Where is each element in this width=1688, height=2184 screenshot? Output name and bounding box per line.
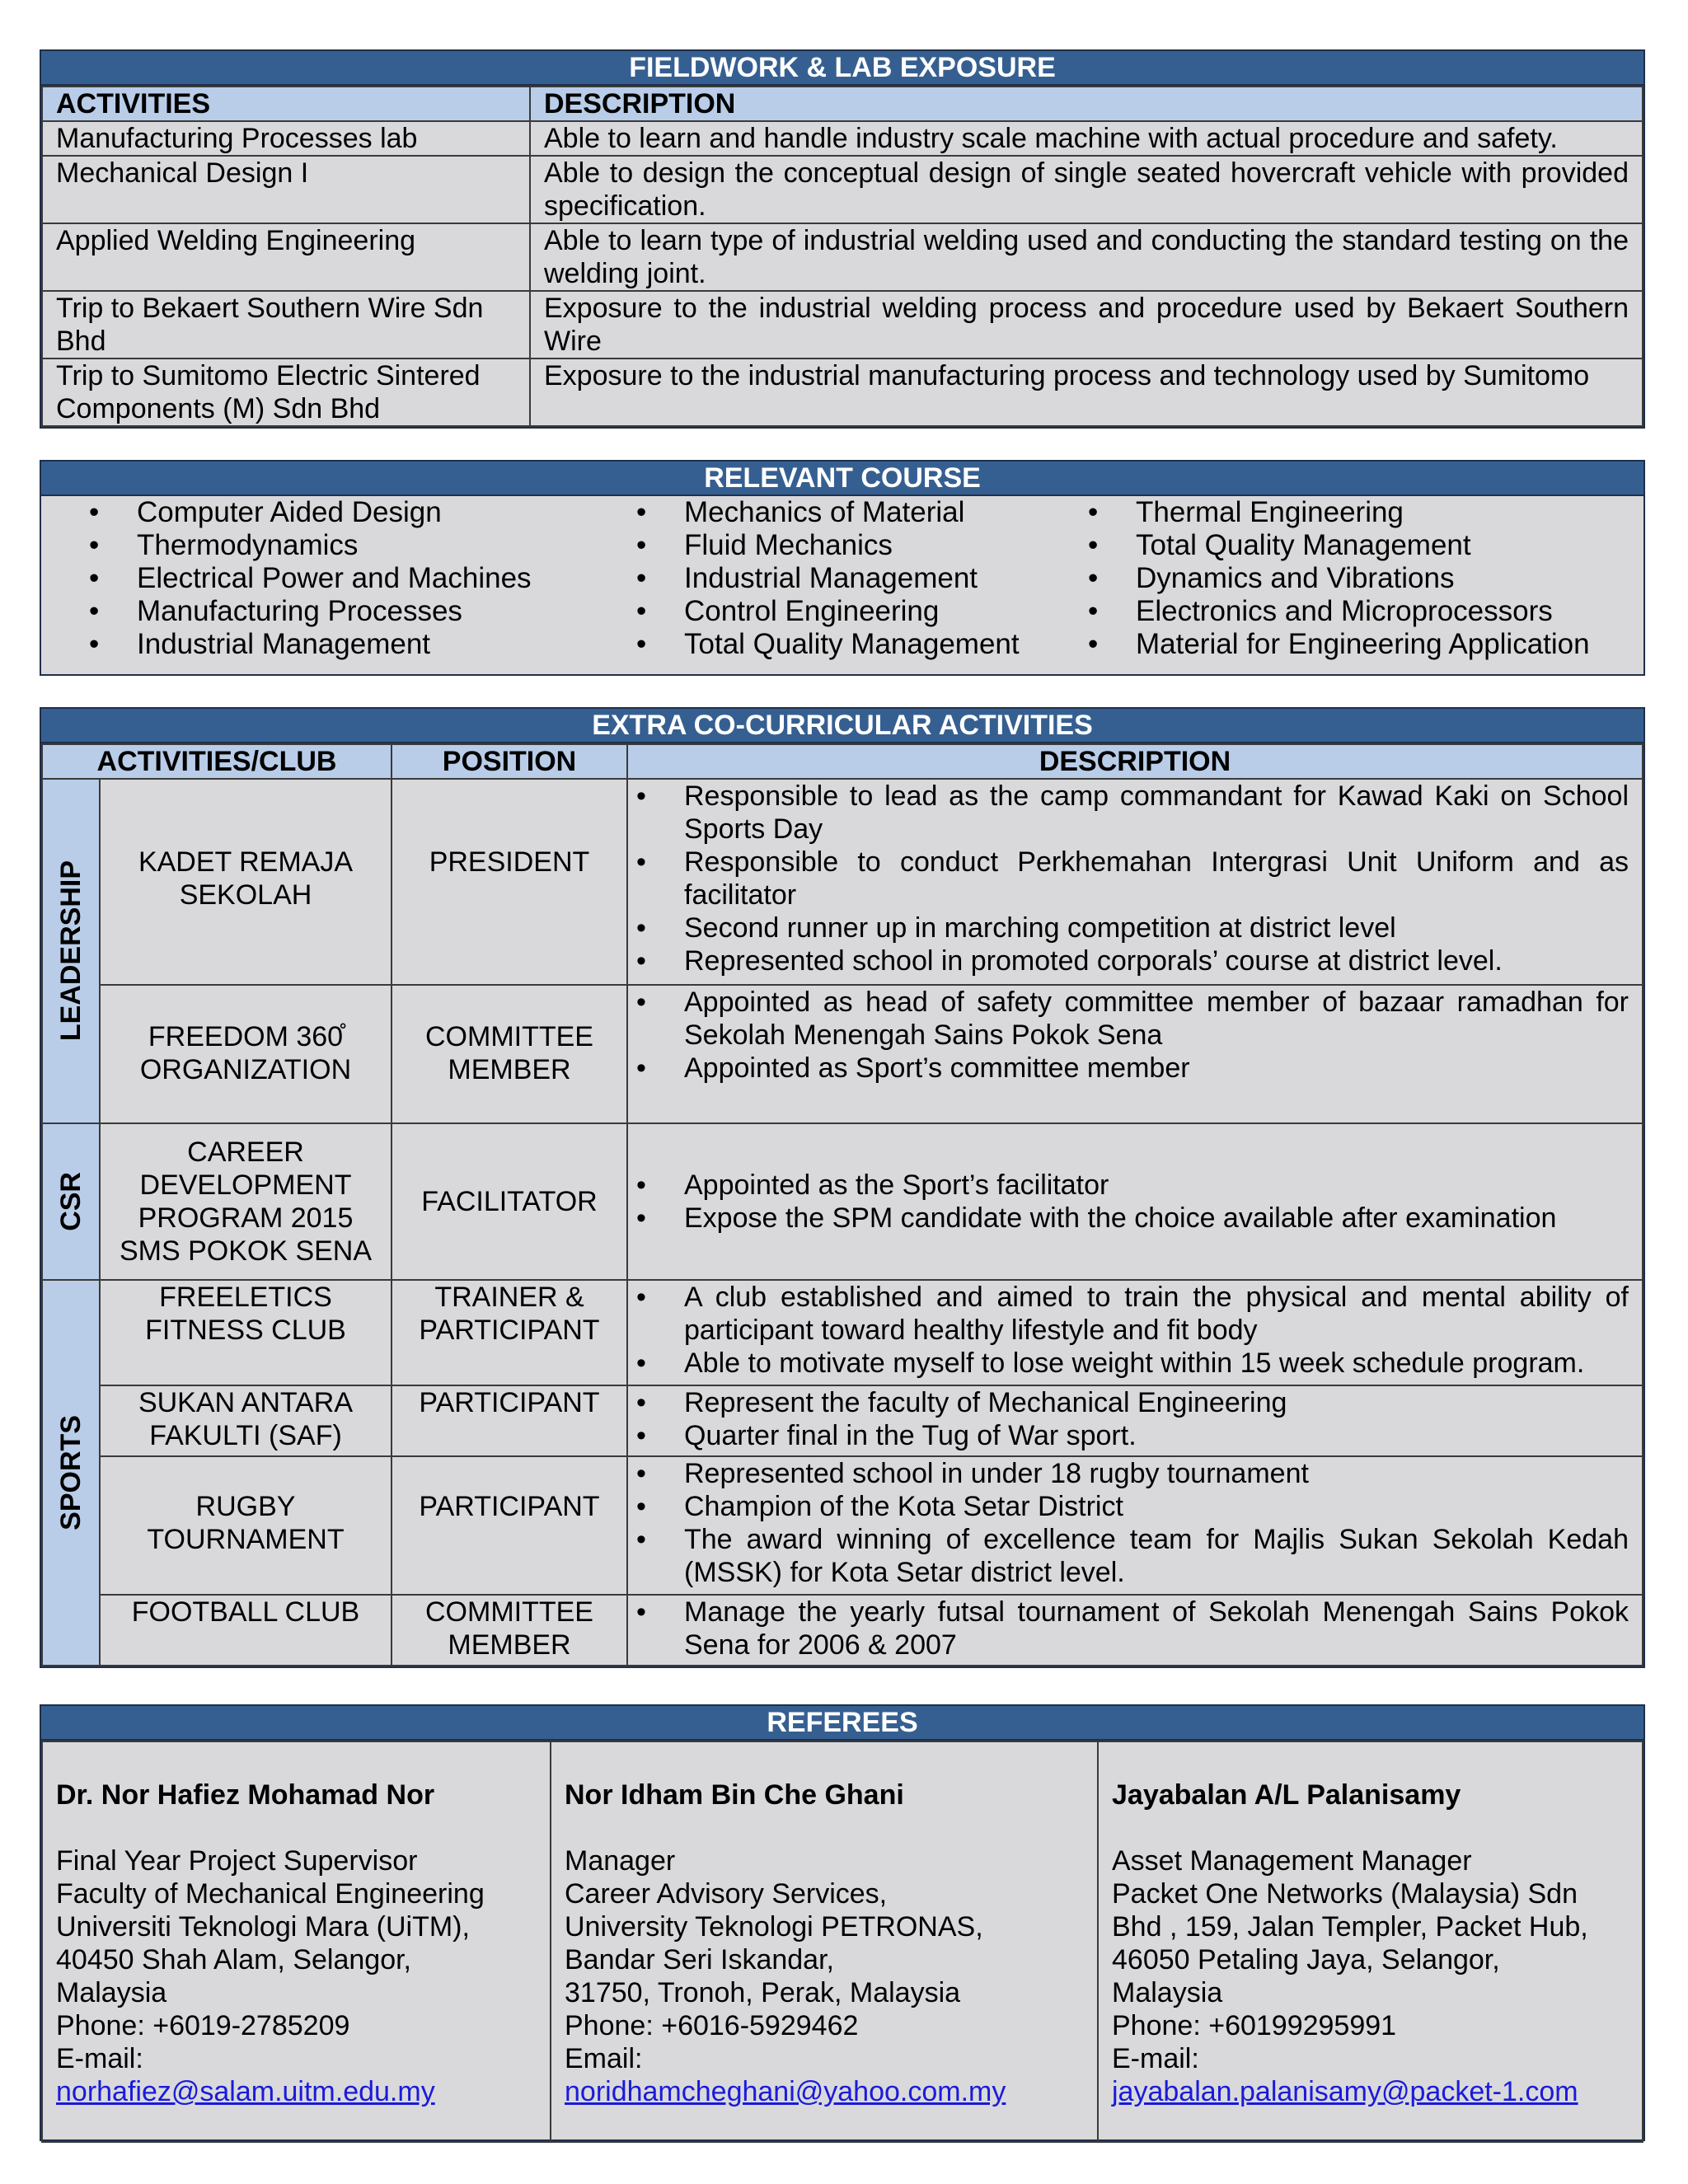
referee-name: Jayabalan A/L Palanisamy [1112, 1779, 1461, 1811]
list-item: • Manage the yearly futsal tournament of Sekolah Menengah Sains Pokok Sena for 2006 & 2007 [628, 1596, 1629, 1661]
referees-section [40, 1704, 1645, 2141]
courses-columns [41, 496, 1643, 674]
referee-name: Nor Idham Bin Che Ghani [565, 1779, 904, 1811]
extra-title: EXTRA CO-CURRICULAR ACTIVITIES [41, 709, 1643, 743]
courses-title: RELEVANT COURSE [41, 462, 1643, 496]
referee-email-link[interactable]: norhafiez@salam.uitm.edu.my [56, 2076, 435, 2107]
table-row [42, 223, 1643, 291]
list-item: • Thermodynamics [81, 529, 628, 562]
referee-line: Malaysia [56, 1977, 167, 2008]
referee-phone: Phone: +60199295991 [1112, 2010, 1397, 2041]
extra-table [41, 743, 1643, 1666]
club-cell: FOOTBALL CLUB [100, 1595, 392, 1666]
referee-line: Faculty of Mechanical Engineering [56, 1878, 485, 1910]
referee-line: Universiti Teknologi Mara (UiTM), [56, 1911, 470, 1943]
position-cell: COMMITTEE MEMBER [392, 1595, 627, 1666]
referee-line: University Teknologi PETRONAS, [565, 1911, 983, 1943]
referee-email-label: E-mail: [56, 2043, 143, 2074]
group-label: SPORTS [55, 1415, 87, 1530]
club-cell: RUGBY TOURNAMENT [100, 1456, 392, 1595]
group-csr [42, 1123, 100, 1280]
description-cell: Able to learn and handle industry scale machine with actual procedure and safety. [530, 121, 1643, 156]
list-item: • The award winning of excellence team for Majlis Sukan Sekolah Kedah (MSSK) for Kota Setar district level. [628, 1523, 1629, 1589]
list-item: • Quarter final in the Tug of War sport. [628, 1419, 1629, 1452]
table-row [42, 1280, 1643, 1385]
referee-email-label: Email: [565, 2043, 643, 2074]
referee-card [42, 1741, 551, 2142]
list-item: • Mechanics of Material [628, 496, 1080, 529]
col-description-header: DESCRIPTION [627, 744, 1643, 779]
list-item: • Industrial Management [81, 628, 628, 661]
table-row [42, 1123, 1643, 1280]
referee-email-label: E-mail: [1112, 2043, 1199, 2074]
list-item: • Responsible to conduct Perkhemahan Intergrasi Unit Uniform and as facilitator [628, 846, 1629, 912]
list-item: • Champion of the Kota Setar District [628, 1490, 1629, 1523]
description-cell: Able to design the conceptual design of single seated hovercraft vehicle with provided specification. [530, 156, 1643, 223]
referee-line: 31750, Tronoh, Perak, Malaysia [565, 1977, 961, 2008]
referee-name: Dr. Nor Hafiez Mohamad Nor [56, 1779, 435, 1811]
list-item: • Appointed as the Sport’s facilitator [628, 1169, 1629, 1202]
description-list [628, 1386, 1629, 1452]
club-cell: CAREER DEVELOPMENT PROGRAM 2015 SMS POKOK SENA [100, 1123, 392, 1280]
referee-card [1098, 1741, 1643, 2142]
list-item: • A club established and aimed to train the physical and mental ability of participant toward healthy lifestyle and fit body [628, 1281, 1629, 1347]
club-cell: KADET REMAJA SEKOLAH [100, 779, 392, 985]
group-leadership [42, 779, 100, 1123]
list-item: • Appointed as Sport’s committee member [628, 1052, 1629, 1085]
list-item: • Able to motivate myself to lose weight within 15 week schedule program. [628, 1347, 1629, 1380]
referees-table [41, 1741, 1643, 2143]
description-list [628, 780, 1629, 977]
list-item: • Industrial Management [628, 562, 1080, 595]
list-item: • Thermal Engineering [1080, 496, 1643, 529]
description-cell: Exposure to the industrial welding process and procedure used by Bekaert Southern Wire [530, 291, 1643, 359]
referees-title: REFEREES [41, 1706, 1643, 1741]
referee-line: 46050 Petaling Jaya, Selangor, [1112, 1944, 1500, 1975]
list-item: • Manufacturing Processes [81, 595, 628, 628]
table-row [42, 359, 1643, 426]
courses-section [40, 460, 1645, 676]
table-row [42, 1456, 1643, 1595]
group-label: LEADERSHIP [55, 860, 87, 1042]
col-activities-header: ACTIVITIES [42, 87, 530, 121]
fieldwork-title: FIELDWORK & LAB EXPOSURE [41, 51, 1643, 86]
position-cell: PARTICIPANT [392, 1456, 627, 1595]
col-position-header: POSITION [392, 744, 627, 779]
table-row [42, 156, 1643, 223]
description-list [628, 986, 1629, 1085]
position-cell: PRESIDENT [392, 779, 627, 985]
course-list-col2 [628, 496, 1080, 674]
group-sports [42, 1280, 100, 1666]
referee-line: Career Advisory Services, [565, 1878, 888, 1910]
referee-line: Packet One Networks (Malaysia) Sdn [1112, 1878, 1578, 1910]
list-item: • Total Quality Management [1080, 529, 1643, 562]
referee-line: Final Year Project Supervisor [56, 1845, 418, 1877]
position-cell: FACILITATOR [392, 1123, 627, 1280]
activity-cell: Trip to Bekaert Southern Wire Sdn Bhd [42, 291, 530, 359]
col-description-header: DESCRIPTION [530, 87, 1643, 121]
list-item: • Electrical Power and Machines [81, 562, 628, 595]
list-item: • Responsible to lead as the camp commandant for Kawad Kaki on School Sports Day [628, 780, 1629, 846]
referee-line: Malaysia [1112, 1977, 1223, 2008]
list-item: • Represented school in under 18 rugby tournament [628, 1457, 1629, 1490]
club-cell: FREELETICS FITNESS CLUB [100, 1280, 392, 1385]
referee-line: Manager [565, 1845, 676, 1877]
table-row [42, 291, 1643, 359]
referee-line: 40450 Shah Alam, Selangor, [56, 1944, 411, 1975]
referee-line: Bandar Seri Iskandar, [565, 1944, 834, 1975]
col-club-header: ACTIVITIES/CLUB [42, 744, 392, 779]
table-row [42, 121, 1643, 156]
description-list [628, 1281, 1629, 1380]
activity-cell: Trip to Sumitomo Electric Sintered Components (M) Sdn Bhd [42, 359, 530, 426]
extra-section [40, 707, 1645, 1668]
description-cell: Able to learn type of industrial welding used and conducting the standard testing on the welding joint. [530, 223, 1643, 291]
description-list [628, 1457, 1629, 1589]
referee-card [551, 1741, 1098, 2142]
table-row [42, 779, 1643, 985]
table-row [42, 985, 1643, 1123]
list-item: • Represent the faculty of Mechanical Engineering [628, 1386, 1629, 1419]
list-item: • Second runner up in marching competition at district level [628, 912, 1629, 944]
club-cell: SUKAN ANTARA FAKULTI (SAF) [100, 1385, 392, 1456]
description-list [628, 1596, 1629, 1661]
list-item: • Material for Engineering Application [1080, 628, 1643, 661]
club-cell: FREEDOM 360̊ ORGANIZATION [100, 985, 392, 1123]
group-label: CSR [55, 1172, 87, 1231]
list-item: • Control Engineering [628, 595, 1080, 628]
referee-email-link[interactable]: noridhamcheghani@yahoo.com.my [565, 2076, 1006, 2107]
position-cell: PARTICIPANT [392, 1385, 627, 1456]
description-cell: Exposure to the industrial manufacturing process and technology used by Sumitomo [530, 359, 1643, 426]
table-row [42, 1385, 1643, 1456]
position-cell: COMMITTEE MEMBER [392, 985, 627, 1123]
list-item: • Appointed as head of safety committee member of bazaar ramadhan for Sekolah Menengah Sains Pokok Sena [628, 986, 1629, 1052]
fieldwork-table [41, 86, 1643, 427]
list-item: • Total Quality Management [628, 628, 1080, 661]
fieldwork-section [40, 49, 1645, 429]
referee-line: Asset Management Manager [1112, 1845, 1472, 1877]
list-item: • Dynamics and Vibrations [1080, 562, 1643, 595]
referee-email-link[interactable]: jayabalan.palanisamy@packet-1.com [1112, 2076, 1578, 2107]
position-cell: TRAINER & PARTICIPANT [392, 1280, 627, 1385]
referee-phone: Phone: +6019-2785209 [56, 2010, 350, 2041]
course-list-col3 [1080, 496, 1643, 674]
table-row [42, 1595, 1643, 1666]
list-item: • Represented school in promoted corporals’ course at district level. [628, 944, 1629, 977]
description-list [628, 1169, 1629, 1235]
referee-phone: Phone: +6016-5929462 [565, 2010, 859, 2041]
activity-cell: Mechanical Design I [42, 156, 530, 223]
list-item: • Electronics and Microprocessors [1080, 595, 1643, 628]
referee-line: Bhd , 159, Jalan Templer, Packet Hub, [1112, 1911, 1588, 1943]
list-item: • Fluid Mechanics [628, 529, 1080, 562]
course-list-col1 [41, 496, 628, 674]
activity-cell: Applied Welding Engineering [42, 223, 530, 291]
activity-cell: Manufacturing Processes lab [42, 121, 530, 156]
list-item: • Expose the SPM candidate with the choice available after examination [628, 1202, 1629, 1235]
list-item: • Computer Aided Design [81, 496, 628, 529]
